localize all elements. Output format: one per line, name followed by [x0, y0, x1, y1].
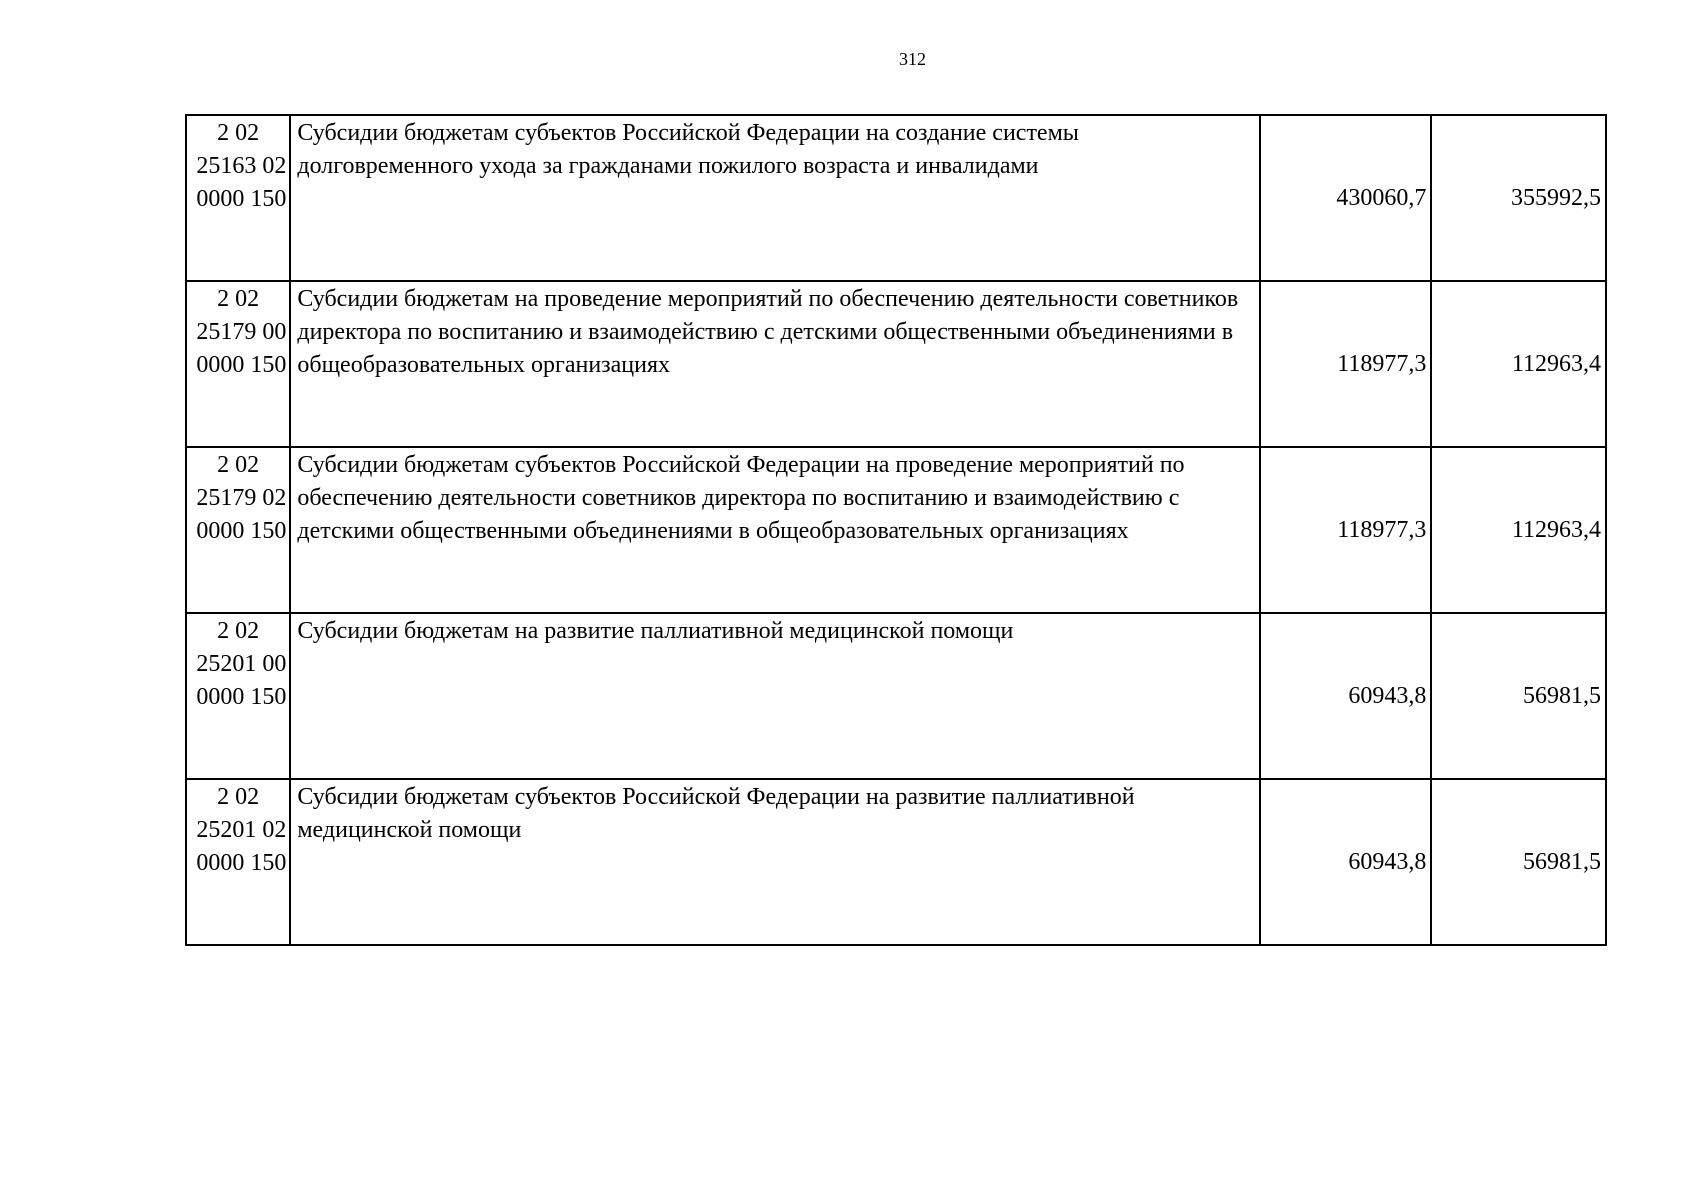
budget-code-cell — [186, 613, 290, 779]
budget-code-line: 2 02 — [217, 452, 260, 478]
table-row — [186, 779, 1606, 945]
budget-code-line: 0000 150 — [196, 850, 287, 876]
budget-code-line: 2 02 — [217, 618, 260, 644]
description-cell: Субсидии бюджетам на проведение мероприятий по обеспечению деятельности советников директора по воспитанию и взаимодействию с детскими общественными объединениями в общеобразовательных организациях — [290, 281, 1259, 447]
budget-code-line: 25179 00 — [196, 319, 287, 345]
budget-code-line: 0000 150 — [196, 186, 287, 212]
budget-code-line: 2 02 — [217, 784, 260, 810]
value-cell-1: 60943,8 — [1260, 779, 1432, 945]
table-row — [186, 447, 1606, 613]
budget-code-cell — [186, 779, 290, 945]
value-cell-2: 56981,5 — [1431, 779, 1606, 945]
value-cell-2: 56981,5 — [1431, 613, 1606, 779]
description-cell: Субсидии бюджетам субъектов Российской Федерации на создание системы долговременного ухода за гражданами пожилого возраста и инвалидами — [290, 115, 1259, 281]
budget-code-line: 2 02 — [217, 286, 260, 312]
table-row — [186, 613, 1606, 779]
budget-code-line: 25179 02 — [196, 485, 287, 511]
value-cell-2: 355992,5 — [1431, 115, 1606, 281]
value-cell-2: 112963,4 — [1431, 281, 1606, 447]
value-cell-1: 118977,3 — [1260, 447, 1432, 613]
budget-table — [185, 114, 1607, 946]
table-row — [186, 281, 1606, 447]
page-number: 312 — [899, 49, 926, 69]
budget-code-cell — [186, 115, 290, 281]
budget-code-cell — [186, 281, 290, 447]
description-cell: Субсидии бюджетам субъектов Российской Федерации на проведение мероприятий по обеспечению деятельности советников директора по воспитанию и взаимодействию с детскими общественными объединениями в общеобразовательных организациях — [290, 447, 1259, 613]
budget-code-line: 2 02 — [217, 120, 260, 146]
description-cell: Субсидии бюджетам на развитие паллиативной медицинской помощи — [290, 613, 1259, 779]
budget-code-line: 0000 150 — [196, 684, 287, 710]
description-cell: Субсидии бюджетам субъектов Российской Федерации на развитие паллиативной медицинской помощи — [290, 779, 1259, 945]
budget-code-cell — [186, 447, 290, 613]
budget-code-line: 0000 150 — [196, 352, 287, 378]
budget-code-line: 25201 02 — [196, 817, 287, 843]
value-cell-1: 118977,3 — [1260, 281, 1432, 447]
value-cell-1: 430060,7 — [1260, 115, 1432, 281]
budget-code-line: 0000 150 — [196, 518, 287, 544]
value-cell-2: 112963,4 — [1431, 447, 1606, 613]
budget-code-line: 25163 02 — [196, 153, 287, 179]
table-row — [186, 115, 1606, 281]
value-cell-1: 60943,8 — [1260, 613, 1432, 779]
budget-code-line: 25201 00 — [196, 651, 287, 677]
